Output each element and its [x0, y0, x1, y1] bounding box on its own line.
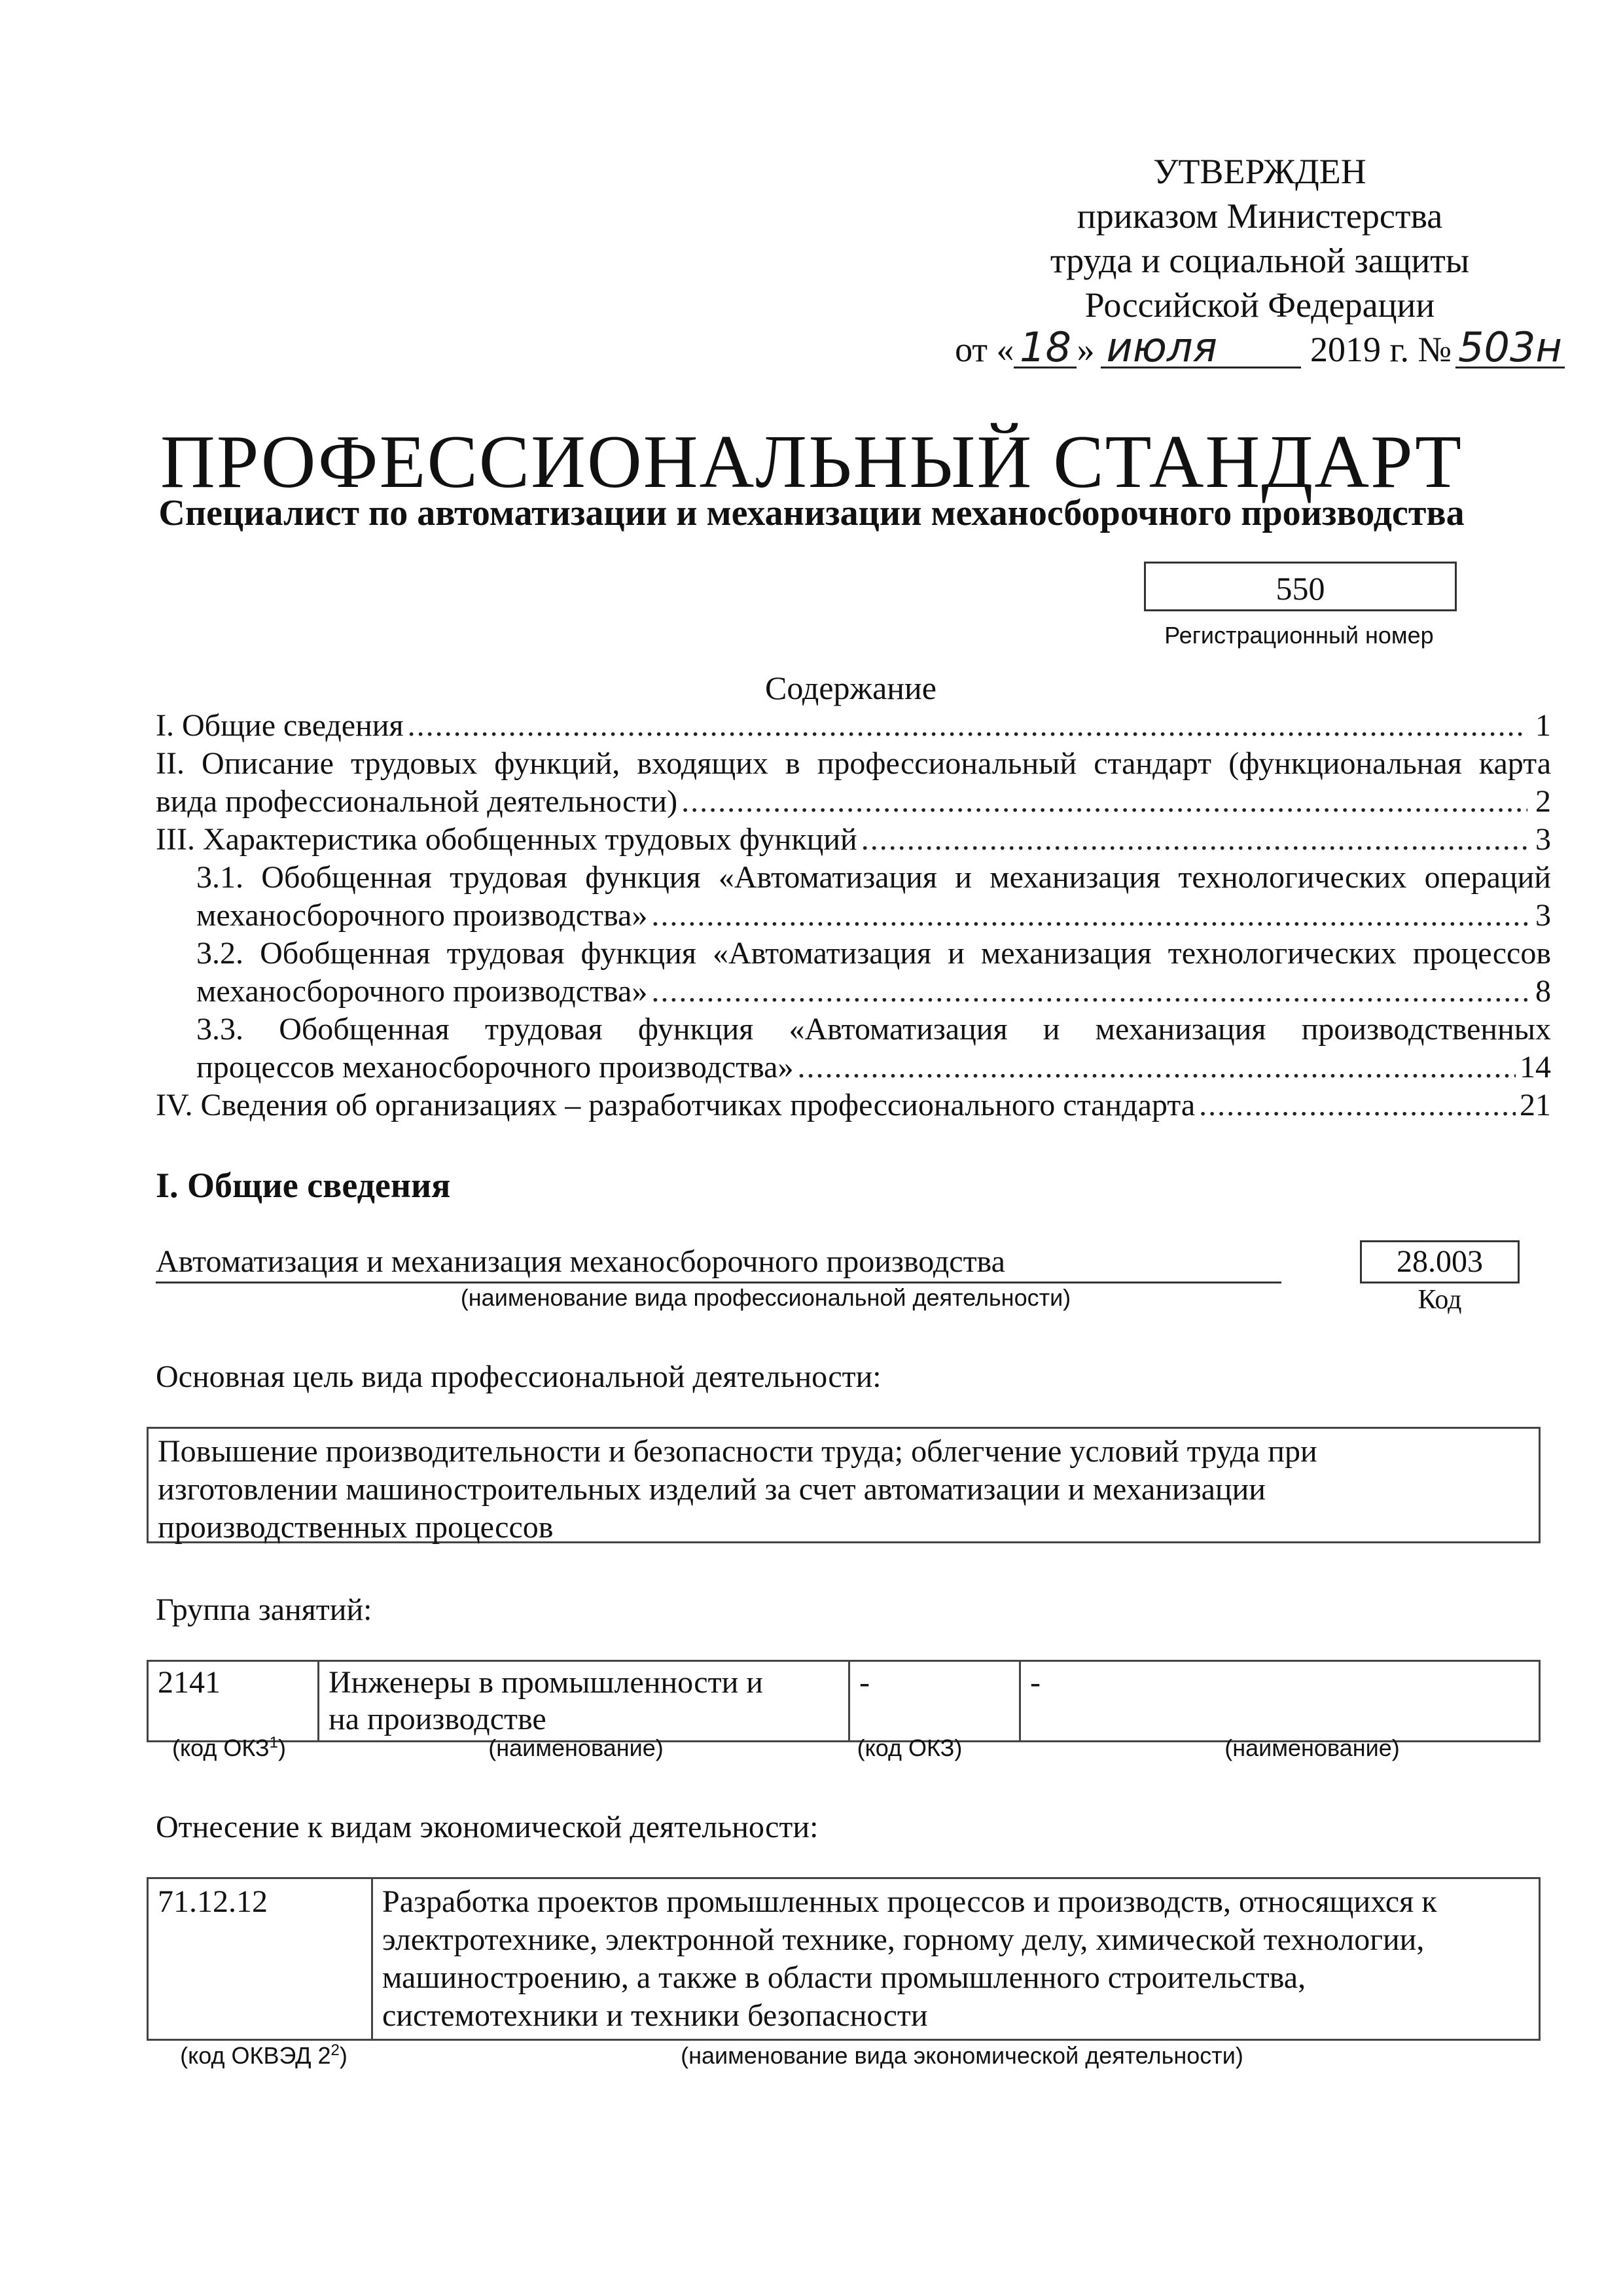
toc-page: 21	[1520, 1088, 1551, 1122]
document-title: ПРОФЕССИОНАЛЬНЫЙ СТАНДАРТ	[160, 420, 1463, 504]
toc-item-text: 3.3. Обобщенная трудовая функция «Автоматизация и механизация производственных	[196, 1012, 1551, 1047]
toc-item-text: I. Общие сведения	[156, 708, 404, 743]
code-caption: Код	[1418, 1285, 1462, 1315]
purpose-line: изготовлении машиностроительных изделий за счет автоматизации и механизации	[158, 1472, 1266, 1507]
toc-item[interactable]	[156, 1086, 1551, 1124]
document-subtitle: Специалист по автоматизации и механизации механосборочного производства	[158, 493, 1465, 533]
okved-name-line: машиностроению, а также в области промышленного строительства,	[382, 1960, 1306, 1995]
purpose-label: Основная цель вида профессиональной деятельности:	[156, 1359, 882, 1394]
okved-table	[147, 1877, 1541, 2041]
toc-leader	[681, 783, 1527, 821]
contents-title: Содержание	[765, 670, 936, 706]
okved-name-line: системотехники и техники безопасности	[382, 1998, 928, 2033]
toc-page: 8	[1535, 974, 1551, 1009]
okz-code-caption-2: (код ОКЗ)	[857, 1734, 963, 1761]
okved-name-cell	[372, 1878, 1540, 2040]
okved-code-cell: 71.12.12	[148, 1878, 372, 2040]
activity-name: Автоматизация и механизация механосборочного производства	[156, 1242, 1281, 1283]
toc-item-text-cont: процессов механосборочного производства»	[196, 1050, 794, 1085]
order-day-handwritten: 18	[1014, 329, 1077, 368]
approval-block	[890, 149, 1623, 372]
toc-item-text: 3.2. Обобщенная трудовая функция «Автоматизация и механизация технологических процессов	[196, 936, 1551, 971]
toc-page: 1	[1535, 708, 1551, 743]
purpose-box	[147, 1427, 1541, 1543]
order-year: 2019 г. №	[1310, 330, 1452, 369]
okz-name-caption: (наименование)	[488, 1734, 664, 1761]
toc-item-text: 3.1. Обобщенная трудовая функция «Автоматизация и механизация технологических операций	[196, 860, 1551, 895]
toc-leader	[651, 897, 1527, 935]
section-heading: I. Общие сведения	[156, 1166, 451, 1205]
table-of-contents	[156, 707, 1551, 1124]
okz-name-caption-2: (наименование)	[1224, 1734, 1400, 1761]
toc-item[interactable]	[156, 707, 1551, 745]
toc-item-text: IV. Сведения об организациях – разработчиках профессионального стандарта	[156, 1088, 1196, 1122]
toc-item-text: II. Описание трудовых функций, входящих в профессиональный стандарт (функциональная карта	[156, 746, 1551, 781]
toc-page: 3	[1535, 898, 1551, 933]
approval-line-3: труда и социальной защиты	[1050, 241, 1470, 280]
approval-line-4: Российской Федерации	[1084, 285, 1435, 325]
toc-item[interactable]	[156, 821, 1551, 859]
occupation-groups-table	[147, 1660, 1541, 1742]
table-row	[148, 1878, 1540, 2040]
okved-label: Отнесение к видам экономической деятельности:	[156, 1810, 819, 1844]
toc-item[interactable]	[156, 1011, 1551, 1086]
activity-code-box: 28.003	[1360, 1240, 1520, 1283]
okz-name-line: на производстве	[329, 1702, 546, 1736]
order-line	[890, 323, 1623, 372]
okz-name-cell	[319, 1661, 849, 1742]
order-month-handwritten: июля	[1101, 329, 1301, 368]
toc-item-text-cont: механосборочного производства»	[196, 974, 648, 1009]
order-mid: »	[1077, 330, 1095, 369]
toc-leader	[1199, 1086, 1516, 1124]
okz-code-cell-2: -	[849, 1661, 1020, 1742]
toc-item-text: III. Характеристика обобщенных трудовых функций	[156, 822, 857, 857]
okz-code-caption: (код ОКЗ$^1$)	[171, 1734, 287, 1761]
approval-line-1: УТВЕРЖДЕН	[1153, 152, 1366, 191]
registration-number-box: 550	[1144, 562, 1457, 611]
toc-page: 14	[1520, 1050, 1551, 1085]
okved-name-line: электротехнике, электронной технике, горному делу, химической технологии,	[382, 1922, 1425, 1957]
toc-item-text-cont: вида профессиональной деятельности)	[156, 784, 678, 819]
order-number-handwritten: 503н	[1455, 329, 1565, 368]
table-row	[148, 1661, 1540, 1742]
purpose-line: производственных процессов	[158, 1510, 554, 1545]
group-label: Группа занятий:	[156, 1592, 372, 1627]
toc-leader	[651, 973, 1527, 1011]
okved-name-caption: (наименование вида экономической деятельности)	[681, 2042, 1243, 2069]
toc-item[interactable]	[156, 745, 1551, 821]
registration-number-label: Регистрационный номер	[1164, 622, 1434, 649]
okved-code-caption: (код ОКВЭД $2^2$)	[180, 2041, 348, 2069]
toc-item-text-cont: механосборочного производства»	[196, 898, 648, 933]
toc-item[interactable]	[156, 859, 1551, 935]
toc-item[interactable]	[156, 935, 1551, 1011]
activity-caption: (наименование вида профессиональной деятельности)	[460, 1284, 1071, 1311]
okz-name-line: Инженеры в промышленности и	[329, 1665, 763, 1700]
toc-leader	[408, 707, 1527, 745]
toc-leader	[797, 1049, 1516, 1086]
purpose-line: Повышение производительности и безопасности труда; облегчение условий труда при	[158, 1434, 1317, 1469]
approval-line-2: приказом Министерства	[1077, 196, 1443, 236]
toc-leader	[861, 821, 1527, 859]
okved-name-line: Разработка проектов промышленных процессов и производств, относящихся к	[382, 1884, 1437, 1919]
toc-page: 3	[1535, 822, 1551, 857]
order-prefix: от «	[955, 330, 1014, 369]
okz-name-cell-2: -	[1020, 1661, 1540, 1742]
okz-code-cell: 2141	[148, 1661, 319, 1742]
toc-page: 2	[1535, 784, 1551, 819]
